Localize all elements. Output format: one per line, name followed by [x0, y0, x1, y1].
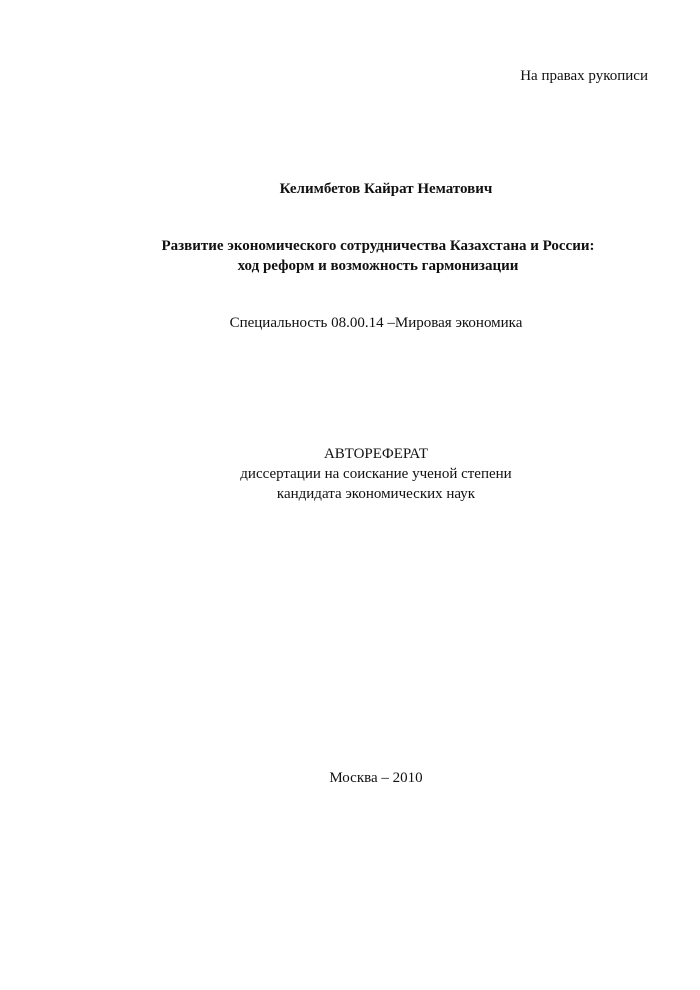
- document-type-line-2: диссертации на соискание ученой степени: [240, 466, 512, 482]
- city-year: Москва – 2010: [329, 770, 423, 786]
- document-type-line-3: кандидата экономических наук: [276, 486, 476, 502]
- rights-notice: На правах рукописи: [520, 68, 648, 84]
- dissertation-title-line-1: Развитие экономического сотрудничества Казахстана и России:: [161, 238, 595, 254]
- document-type-block: [0, 444, 700, 504]
- specialty-line: Специальность 08.00.14 –Мировая экономика: [229, 315, 523, 331]
- document-type-heading: АВТОРЕФЕРАТ: [323, 446, 429, 462]
- author-name: Келимбетов Кайрат Нематович: [279, 181, 493, 197]
- dissertation-title-line-2: ход реформ и возможность гармонизации: [237, 258, 519, 274]
- dissertation-title: [0, 236, 700, 276]
